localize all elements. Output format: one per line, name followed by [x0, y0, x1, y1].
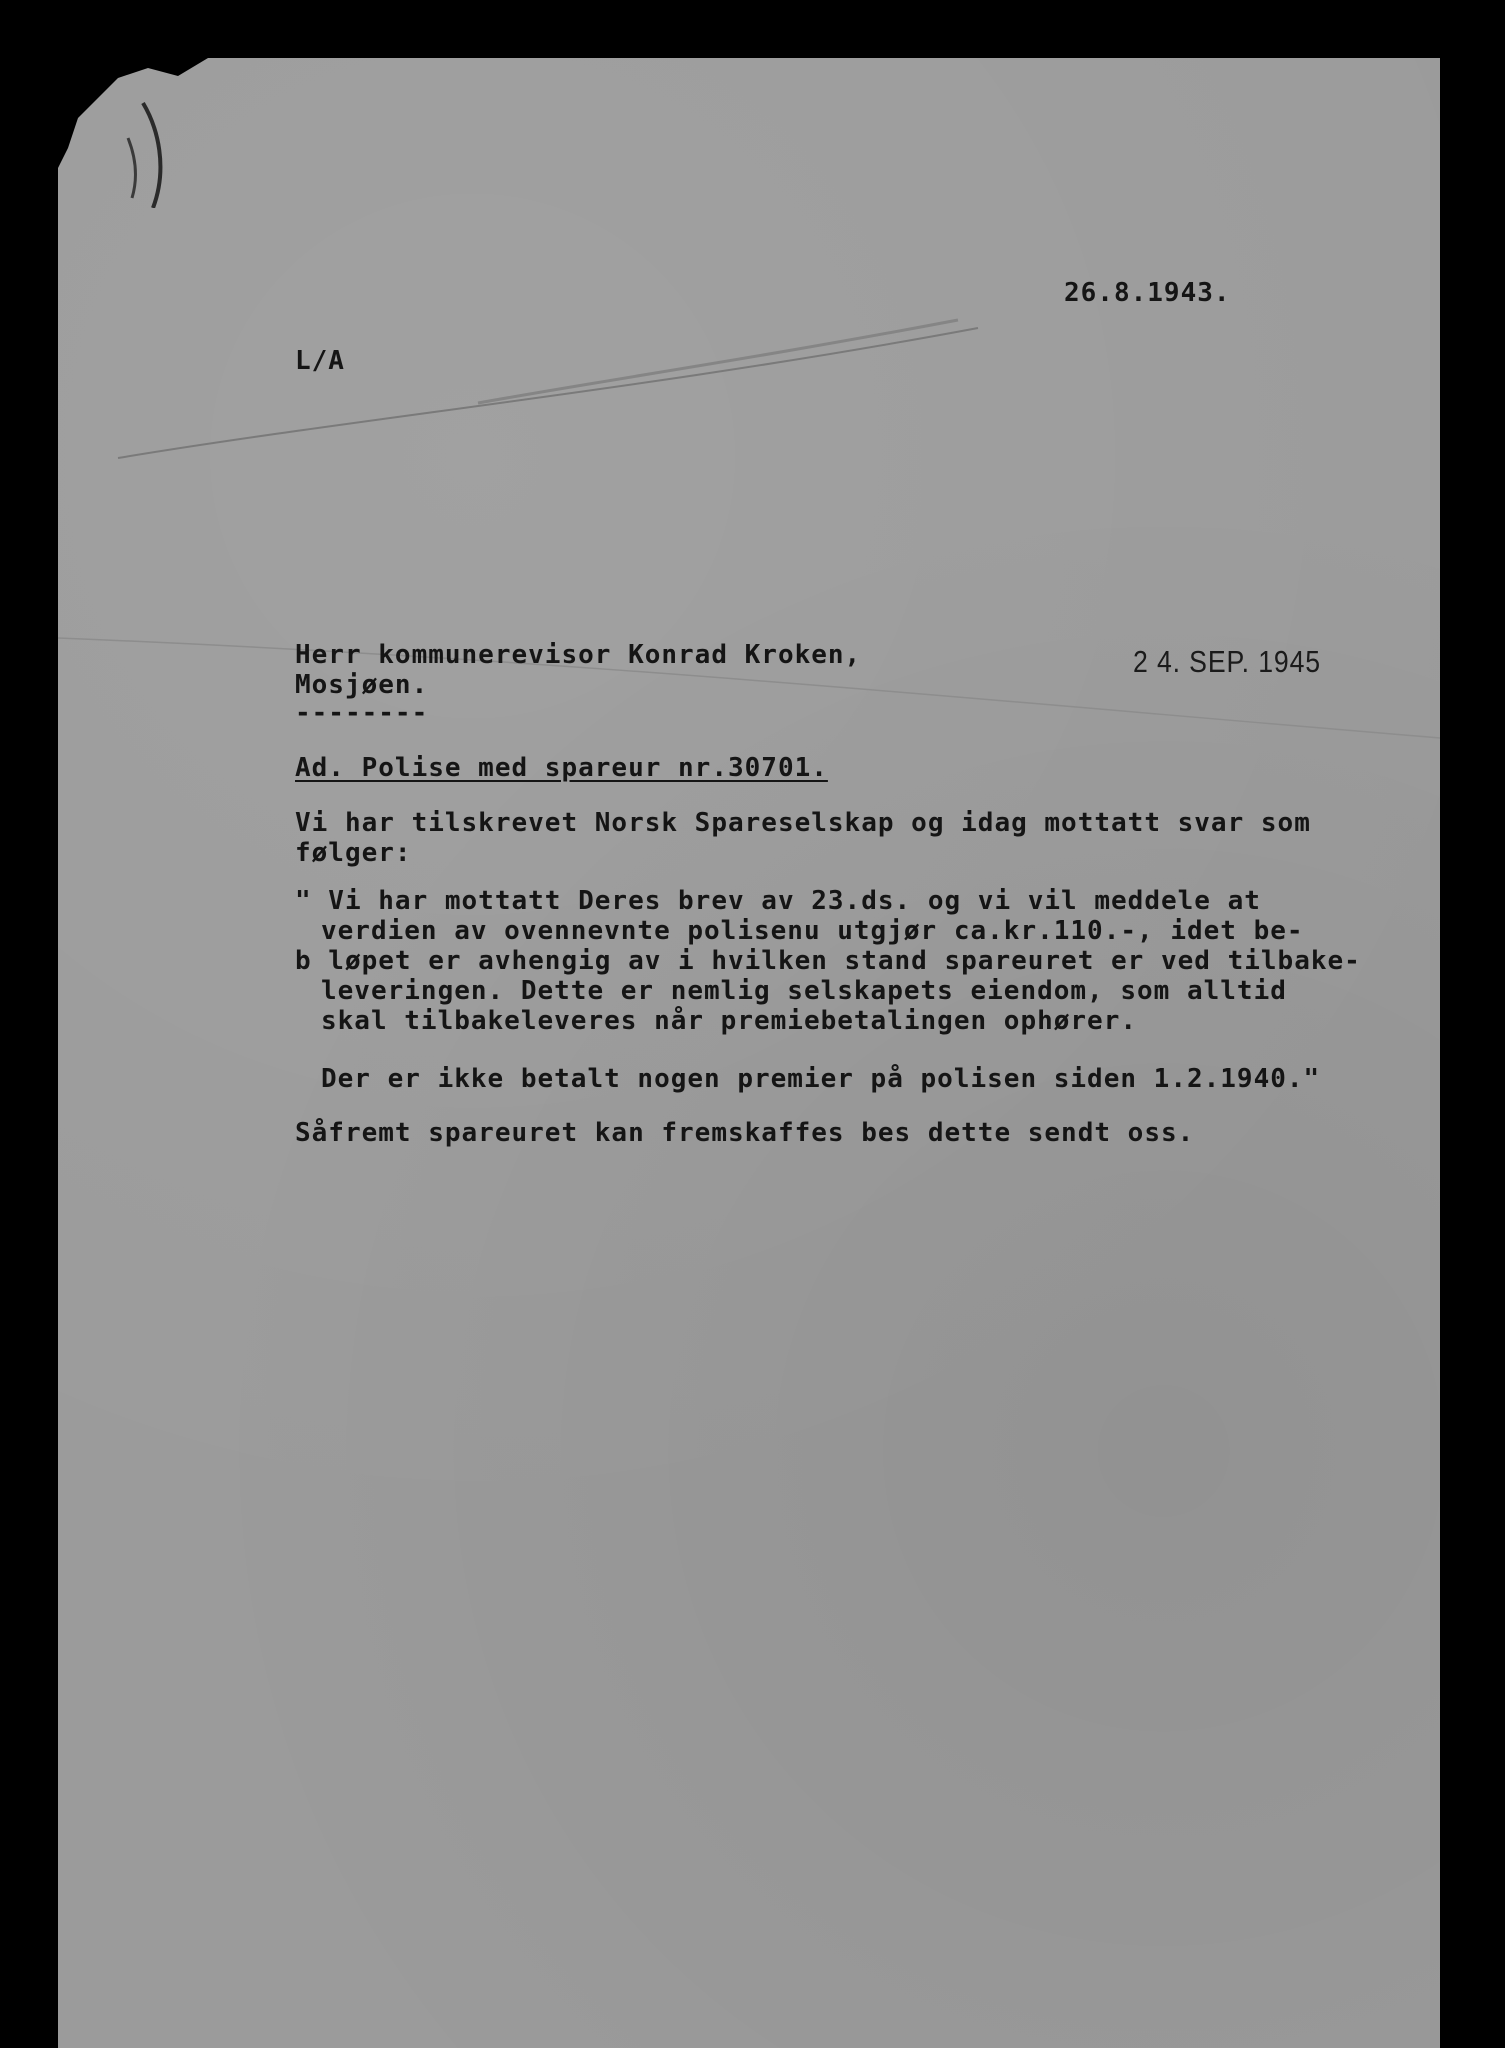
recipient-name: Herr kommunerevisor Konrad Kroken,	[295, 640, 862, 670]
intro-line-1: Vi har tilskrevet Norsk Spareselskap og idag mottatt svar som	[295, 808, 1311, 838]
received-date-stamp: 2 4. SEP. 1945	[1133, 644, 1321, 679]
closing-line: Såfremt spareuret kan fremskaffes bes dette sendt oss.	[295, 1118, 1195, 1148]
subject-line: Ad. Polise med spareur nr.30701.	[295, 753, 828, 783]
quote-line-5: skal tilbakeleveres når premiebetalingen ophører.	[321, 1006, 1138, 1036]
address-separator: --------	[295, 698, 429, 728]
quote-line-6: Der er ikke betalt nogen premier på polisen siden 1.2.1940."	[321, 1064, 1321, 1094]
quote-line-1: " Vi har mottatt Deres brev av 23.ds. og vi vil meddele at	[295, 886, 1261, 916]
intro-line-2: følger:	[295, 838, 412, 868]
recipient-city: Mosjøen.	[295, 670, 429, 700]
quote-line-2: verdien av ovennevnte polisenu utgjør ca.kr.110.-, idet be-	[321, 916, 1304, 946]
reference-code: L/A	[295, 346, 345, 376]
quote-line-3: b løpet er avhengig av i hvilken stand spareuret er ved tilbake-	[295, 946, 1361, 976]
paper-crease	[58, 58, 1440, 2048]
letter-date: 26.8.1943.	[1064, 278, 1231, 308]
quote-line-4: leveringen. Dette er nemlig selskapets eiendom, som alltid	[321, 976, 1287, 1006]
letter-page	[58, 58, 1440, 2048]
